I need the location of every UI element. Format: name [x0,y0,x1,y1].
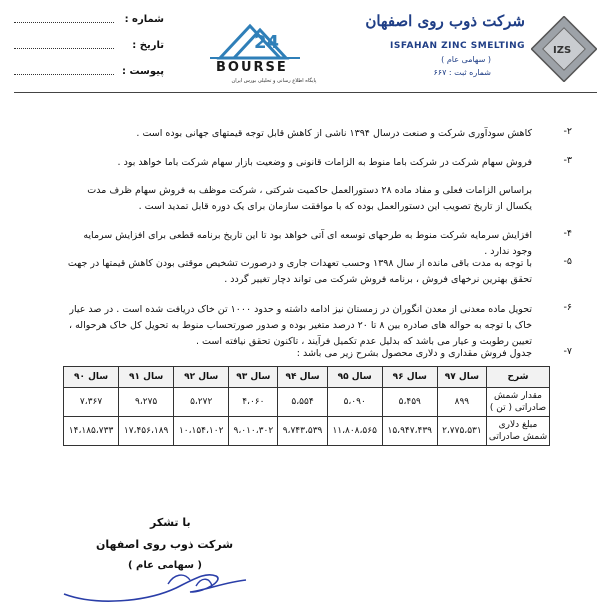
table-row [64,388,550,417]
paragraph-item-6: تحویل ماده معدنی از معدن انگوران در زمستان نیز ادامه داشته و حدود ۱۰۰۰ تن خاک دریافت شده است . در صد عیار خاک با توجه به حواله های صادره بین ۸ تا ۲۰ درصد متغیر بوده و صدور صورتحساب منوط به تحویل کل خاک هرحواله ، تعیین رطوبت و عیار می باشد که بدلیل عدم تکمیل فرآیند ، تاکنون تحقق نیافته است . [69,304,532,347]
table-cell: ۱۴،۱۸۵،۷۳۳ [64,417,119,446]
bourse-wordmark: BOURSE [216,60,288,75]
number-label: شماره : [124,14,164,25]
bourse-subtitle: پایگاه اطلاع رسانی و تحلیلی بورس ایران [231,78,317,84]
attachment-field [14,66,164,77]
table-cell: ۵،۵۵۴ [278,388,327,417]
table-row-label: مبلغ دلاری شمش صادراتی [487,417,550,446]
date-field [14,40,164,51]
attachment-label: پیوست : [121,66,164,77]
attachment-field-line [14,74,114,75]
item-number: ۳- [563,155,572,166]
table-row-label: مقدار شمش صادراتی ( تن ) [487,388,550,417]
svg-text:IZS: IZS [553,45,572,56]
company-type: ( سهامی عام ) [441,55,491,64]
table-cell: ۵،۲۷۲ [174,388,229,417]
header-divider [14,92,597,93]
table-header-cell: سال ۹۴ [278,367,327,388]
item-number: ۴- [563,228,572,239]
table-header-cell: سال ۹۷ [437,367,486,388]
item-number: ۵- [563,256,572,267]
bourse-emblem-icon [200,18,340,62]
table-header-cell: سال ۹۰ [64,367,119,388]
svg-text:24: 24 [254,32,280,53]
table-header-cell: سال ۹۵ [327,367,382,388]
table-cell: ۷،۳۶۷ [64,388,119,417]
table-cell: ۸۹۹ [437,388,486,417]
table-header-row [64,367,550,388]
table-header-cell: سال ۹۶ [382,367,437,388]
table-cell: ۹،۰۱۰،۳۰۲ [229,417,278,446]
paragraph-item-3: فروش سهام شرکت در شرکت باما منوط به الزامات قانونی و وضعیت بازار سهام شرکت باما خواهد بود . [117,157,532,168]
signature-company-type: ( سهامی عام ) [128,560,202,571]
company-name-en: ISFAHAN ZINC SMELTING [390,41,525,51]
table-header-cell: سال ۹۳ [229,367,278,388]
table-cell: ۱۵،۹۴۷،۴۳۹ [382,417,437,446]
number-field-line [14,22,114,23]
closing-thanks: با تشکر [150,516,191,529]
date-label: تاریخ : [132,40,164,51]
paragraph-item-2: کاهش سودآوری شرکت و صنعت درسال ۱۳۹۴ ناشی از کاهش قابل توجه قیمتهای جهانی بوده است . [136,128,532,139]
bourse-logo [200,18,340,84]
paragraph-item-3-continued: براساس الزامات فعلی و مفاد ماده ۲۸ دستورالعمل حاکمیت شرکتی ، شرکت موظف به فروش سهام ظرف مدت یکسال از تاریخ تصویب این دستورالعمل بوده که با موافقت سازمان برای یک دوره قابل تمدید است . [87,185,532,212]
paragraph-item-7: جدول فروش مقداری و دلاری محصول بشرح زیر می باشد : [296,348,532,359]
table-cell: ۱۱،۸۰۸،۵۶۵ [327,417,382,446]
table-cell: ۴،۰۶۰ [229,388,278,417]
number-field [14,14,164,25]
item-number: ۲- [563,126,572,137]
table-row [64,417,550,446]
table-cell: ۱۰،۱۵۴،۱۰۲ [174,417,229,446]
table-header-cell: شرح [487,367,550,388]
table-cell: ۲،۷۷۵،۵۳۱ [437,417,486,446]
date-field-line [14,48,114,49]
signature-company-name: شرکت ذوب روی اصفهان [96,538,234,551]
table-cell: ۹،۷۴۳،۵۳۹ [278,417,327,446]
table-header-cell: سال ۹۱ [119,367,174,388]
paragraph-item-4: افزایش سرمایه شرکت منوط به طرحهای توسعه ای آتی خواهد بود تا این تاریخ برنامه قطعی برای افزایش سرمایه وجود ندارد . [83,230,532,257]
table-header-cell: سال ۹۲ [174,367,229,388]
paragraph-item-5: با توجه به مدت باقی مانده از سال ۱۳۹۸ وحسب تعهدات جاری و درصورت تشخیص موقتی بودن کاهش قیمتها در جهت تحقق بهترین نرخهای فروش ، برنامه فروش شرکت می تواند دچار تغییر گردد . [67,258,532,285]
table-cell: ۹،۲۷۵ [119,388,174,417]
table-cell: ۵،۴۵۹ [382,388,437,417]
item-number: ۶- [563,302,572,313]
sales-table [63,366,550,446]
table-cell: ۱۷،۴۵۶،۱۸۹ [119,417,174,446]
zinc-emblem-icon [531,16,597,82]
table-cell: ۵،۰۹۰ [327,388,382,417]
company-registration: شماره ثبت : ۶۶۷ [433,68,491,77]
item-number: ۷- [563,346,572,357]
handwritten-signature [56,562,256,606]
company-name-fa: شرکت ذوب روی اصفهان [365,12,525,30]
